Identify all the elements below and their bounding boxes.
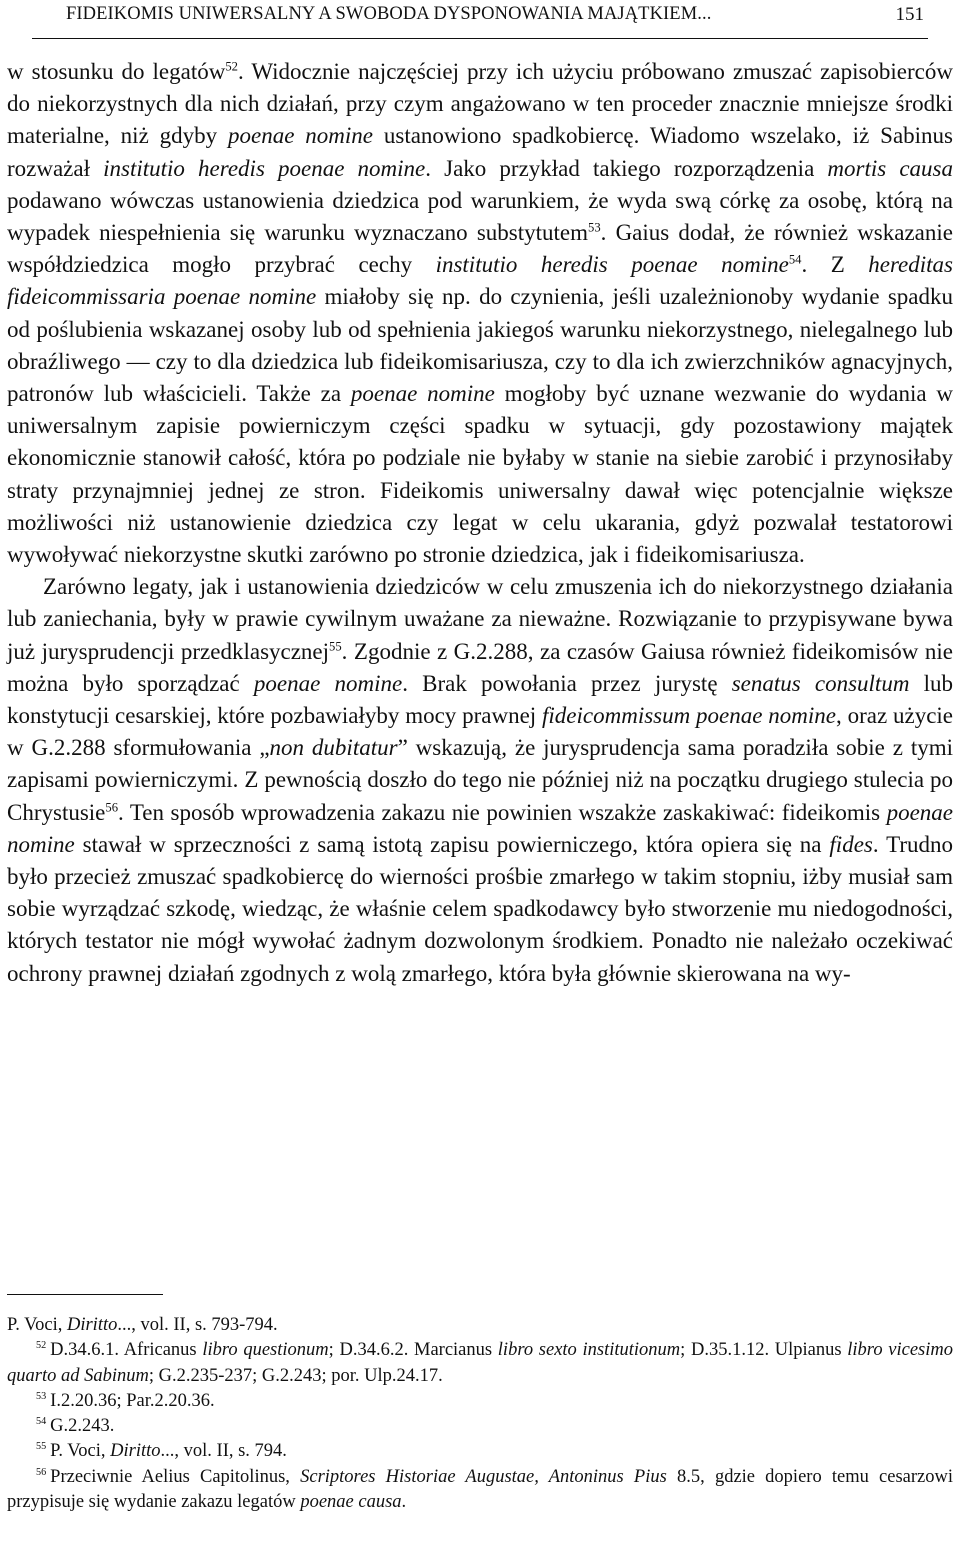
page-header: [32, 0, 928, 39]
footnote-51-continuation: P. Voci, Diritto..., vol. II, s. 793-794.: [7, 1315, 278, 1335]
footnote-ref-55[interactable]: 55: [329, 639, 342, 653]
footnote-52: $^{52}$ D.34.6.1. Africanus libro questionum; D.34.6.2. Marcianus libro sexto institutionum; D.35.1.12. Ulpianus libro vicesimo quarto ad Sabinum; G.2.235-237; G.2.243; por. Ulp.24.17.: [7, 1340, 953, 1386]
footnote-divider: [7, 1294, 163, 1295]
footnote-number: 56: [36, 1466, 47, 1478]
footnote-ref-54[interactable]: 54: [788, 252, 802, 267]
footnote-number: 54: [36, 1416, 47, 1428]
page-number: 151: [895, 4, 924, 25]
footnote-53: $^{53}$ I.2.20.36; Par.2.20.36.: [36, 1390, 215, 1411]
footnote-number: 55: [36, 1441, 47, 1453]
footnote-54: $^{54}$ G.2.243.: [36, 1416, 115, 1437]
footnote-56: $^{56}$ Przeciwnie Aelius Capitolinus, Scriptores Historiae Augustae, Antoninus Pius 8.5, gdzie dopiero temu cesarzowi przypisuje się wydanie zakazu legatów poenae causa.: [7, 1466, 954, 1513]
footnote-number: 52: [36, 1340, 47, 1352]
footnote-number: 53: [36, 1390, 47, 1402]
paragraph-1: w stosunku do legatów$^{52}$. Widocznie najczęściej przy ich użyciu próbowano zmuszać zapisobierców do niekorzystnych dla nich działań, przy czym angażowano w ten proceder znacznie mniejsze środki materialne, niż gdyby poenae nomine ustanowiono spadkobiercę. Wiadomo wszelako, iż Sabinus rozważał institutio heredis poenae nomine. Jako przykład takiego rozporządzenia mortis causa podawano wówczas ustanowienia dziedzica pod warunkiem, że wyda swą córkę za osobę, którą na wypadek niespełnienia się warunku wyznaczano substytutem$^{53}$. Gaius dodał, że również wskazanie współdziedzica mogło przybrać cechy institutio heredis poenae nomine$^{54}$. Z hereditas fideicommissaria poenae nomine miałoby się np. do czynienia, jeśli uzależnionoby wydanie spadku od poślubienia wskazanej osoby lub od spełnienia jakiegoś warunku niekorzystnego, nielegalnego lub obraźliwego — czy to dla dziedzica lub fideikomisariusza, czy to dla ich zwierzchników agnacyjnych, patronów lub właścicieli. Także za poenae nomine mogłoby być uznane wezwanie do wydania w uniwersalnym zapisie powierniczym części spadku w sytuacji, gdy pozostawiony majątek ekonomicznie stanowił całość, która po podziale nie byłaby w stanie na siebie zarobić i przynosiłaby straty przynajmniej jednej ze stron. Fideikomis uniwersalny dawał więc potencjalnie większe możliwości niż ustanowienie dziedzica czy legat w celu ukarania, gdyż pozwalał testatorowi wywoływać niekorzystne skutki zarówno po stronie dziedzica, jak i fideikomisariusza.: [7, 59, 953, 568]
footnote-55: $^{55}$ P. Voci, Diritto..., vol. II, s. 794.: [36, 1441, 287, 1462]
paragraph-2: Zarówno legaty, jak i ustanowienia dziedziców w celu zmuszenia ich do niekorzystnego działania lub zaniechania, były w prawie cywilnym uważane za nieważne. Rozwiązanie to przypisywane bywa już jurysprudencji przedklasycznej$^{55}$. Zgodnie z G.2.288, za czasów Gaiusa również fideikomisów nie można było sporządzać poenae nomine. Brak powołania przez jurystę senatus consultum lub konstytucji cesarskiej, które pozbawiałyby mocy prawnej fideicommissum poenae nomine, oraz użycie w G.2.288 sformułowania „non dubitatur” wskazują, że jurysprudencja sama poradziła sobie z tymi zapisami powierniczymi. Z pewnością doszło do tego nie później niż na początku drugiego stulecia po Chrystusie$^{56}$. Ten sposób wprowadzenia zakazu nie powinien wszakże zaskakiwać: fideikomis poenae nomine stawał w sprzeczności z samą istotą zapisu powierniczego, która opiera się na fides. Trudno było przecież zmuszać spadkobiercę do wierności prośbie zmarłego w takim stopniu, iżby musiał sam sobie wyrządzać szkodę, wiedząc, że właśnie celem spadkodawcy było stworzenie mu niedogodności, których testator nie mógł wywołać żadnym dozwolonym środkiem. Ponadto nie należało oczekiwać ochrony prawnej działań zgodnych z wolą zmarłego, która była głównie skierowana na wy-: [7, 574, 954, 986]
main-text: [7, 56, 953, 990]
footnote-ref-52[interactable]: 52: [225, 59, 238, 74]
running-title: FIDEIKOMIS UNIWERSALNY A SWOBODA DYSPONOWANIA MAJĄTKIEM...: [66, 4, 712, 24]
footnotes: [7, 1313, 953, 1515]
footnote-ref-53[interactable]: 53: [588, 220, 601, 235]
footnote-ref-56[interactable]: 56: [105, 800, 119, 815]
